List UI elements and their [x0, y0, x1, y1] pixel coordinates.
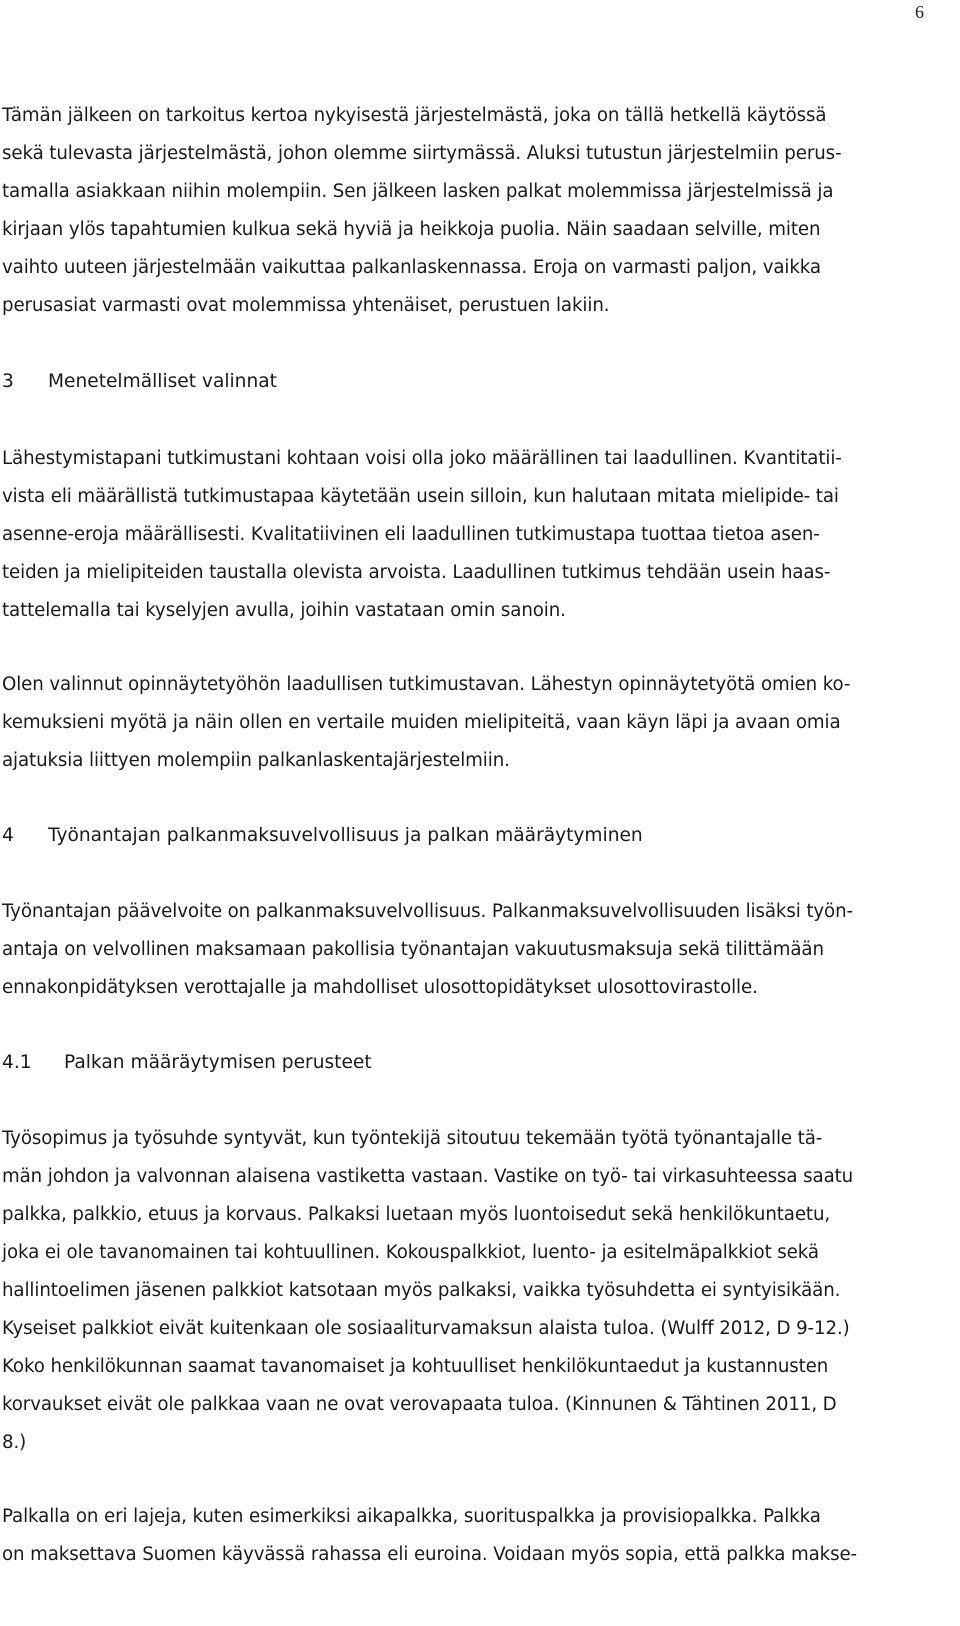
text-line: vaihto uuteen järjestelmään vaikuttaa palkanlaskennassa. Eroja on varmasti paljon, vaikka [2, 257, 821, 278]
paragraph-methods [2, 440, 922, 630]
text-line: joka ei ole tavanomainen tai kohtuullinen. Kokouspalkkiot, luento- ja esitelmäpalkkiot sekä [2, 1242, 819, 1263]
subsection-heading-4-1 [2, 1044, 372, 1082]
text-line: sekä tulevasta järjestelmästä, johon olemme siirtymässä. Aluksi tutustun järjestelmiin perus- [2, 143, 842, 164]
text-line: palkka, palkkio, etuus ja korvaus. Palkaksi luetaan myös luontoisedut sekä henkilökuntaetu, [2, 1204, 831, 1225]
text-line: asenne-eroja määrällisesti. Kvalitatiivinen eli laadullinen tutkimustapa tuottaa tietoa asen- [2, 524, 820, 545]
text-line: ennakonpidätyksen verottajalle ja mahdolliset ulosottopidätykset ulosottovirastolle. [2, 977, 758, 998]
paragraph-intro [2, 97, 922, 325]
text-line: Lähestymistapani tutkimustani kohtaan voisi olla joko määrällinen tai laadullinen. Kvantitatii- [2, 448, 842, 469]
section-number: 4.1 [2, 1052, 32, 1073]
section-title: Työnantajan palkanmaksuvelvollisuus ja palkan määräytyminen [48, 825, 643, 846]
text-line: ajatuksia liittyen molempiin palkanlaskentajärjestelmiin. [2, 750, 510, 771]
page-number: 6 [915, 2, 924, 22]
text-line: Työnantajan päävelvoite on palkanmaksuvelvollisuus. Palkanmaksuvelvollisuuden lisäksi työn- [2, 901, 853, 922]
text-line: tattelemalla tai kyselyjen avulla, joihin vastataan omin sanoin. [2, 600, 566, 621]
text-line: kemuksieni myötä ja näin ollen en vertaile muiden mielipiteitä, vaan käyn läpi ja avaan omia [2, 712, 841, 733]
section-number: 3 [2, 371, 14, 392]
text-line: perusasiat varmasti ovat molemmissa yhtenäiset, perustuen lakiin. [2, 295, 610, 316]
section-heading-3 [2, 363, 277, 401]
paragraph-salary-basis [2, 1120, 922, 1462]
text-line: teiden ja mielipiteiden taustalla olevista arvoista. Laadullinen tutkimus tehdään usein haas- [2, 562, 831, 583]
section-number: 4 [2, 825, 14, 846]
paragraph-employer-duty [2, 893, 922, 1007]
text-line: Palkalla on eri lajeja, kuten esimerkiksi aikapalkka, suorituspalkka ja provisiopalkka. Palkka [2, 1506, 821, 1527]
text-line: korvaukset eivät ole palkkaa vaan ne ovat verovapaata tuloa. (Kinnunen & Tähtinen 2011, D [2, 1394, 837, 1415]
text-line: Työsopimus ja työsuhde syntyvät, kun työntekijä sitoutuu tekemään työtä työnantajalle tä- [2, 1128, 823, 1149]
text-line: vista eli määrällistä tutkimustapaa käytetään usein silloin, kun halutaan mitata mielipide- tai [2, 486, 839, 507]
section-title: Palkan määräytymisen perusteet [64, 1052, 372, 1073]
section-heading-4 [2, 817, 643, 855]
section-title: Menetelmälliset valinnat [48, 371, 277, 392]
text-line: Kyseiset palkkiot eivät kuitenkaan ole sosiaaliturvamaksun alaista tuloa. (Wulff 2012, D 9-12.) [2, 1318, 850, 1339]
text-line: hallintoelimen jäsenen palkkiot katsotaan myös palkaksi, vaikka työsuhdetta ei syntyisikään. [2, 1280, 841, 1301]
text-line: män johdon ja valvonnan alaisena vastiketta vastaan. Vastike on työ- tai virkasuhteessa saatu [2, 1166, 854, 1187]
paragraph-choice [2, 666, 922, 780]
paragraph-salary-types [2, 1498, 922, 1574]
text-line: on maksettava Suomen käyvässä rahassa eli euroina. Voidaan myös sopia, että palkka makse- [2, 1544, 858, 1565]
text-line: Koko henkilökunnan saamat tavanomaiset ja kohtuulliset henkilökuntaedut ja kustannusten [2, 1356, 829, 1377]
text-line: Olen valinnut opinnäytetyöhön laadullisen tutkimustavan. Lähestyn opinnäytetyötä omien ko- [2, 674, 851, 695]
text-line: 8.) [2, 1432, 27, 1453]
text-line: kirjaan ylös tapahtumien kulkua sekä hyviä ja heikkoja puolia. Näin saadaan selville, miten [2, 219, 821, 240]
text-line: Tämän jälkeen on tarkoitus kertoa nykyisestä järjestelmästä, joka on tällä hetkellä käytössä [2, 105, 827, 126]
text-line: tamalla asiakkaan niihin molempiin. Sen jälkeen lasken palkat molemmissa järjestelmissä ja [2, 181, 834, 202]
text-line: antaja on velvollinen maksamaan pakollisia työnantajan vakuutusmaksuja sekä tilittämään [2, 939, 824, 960]
